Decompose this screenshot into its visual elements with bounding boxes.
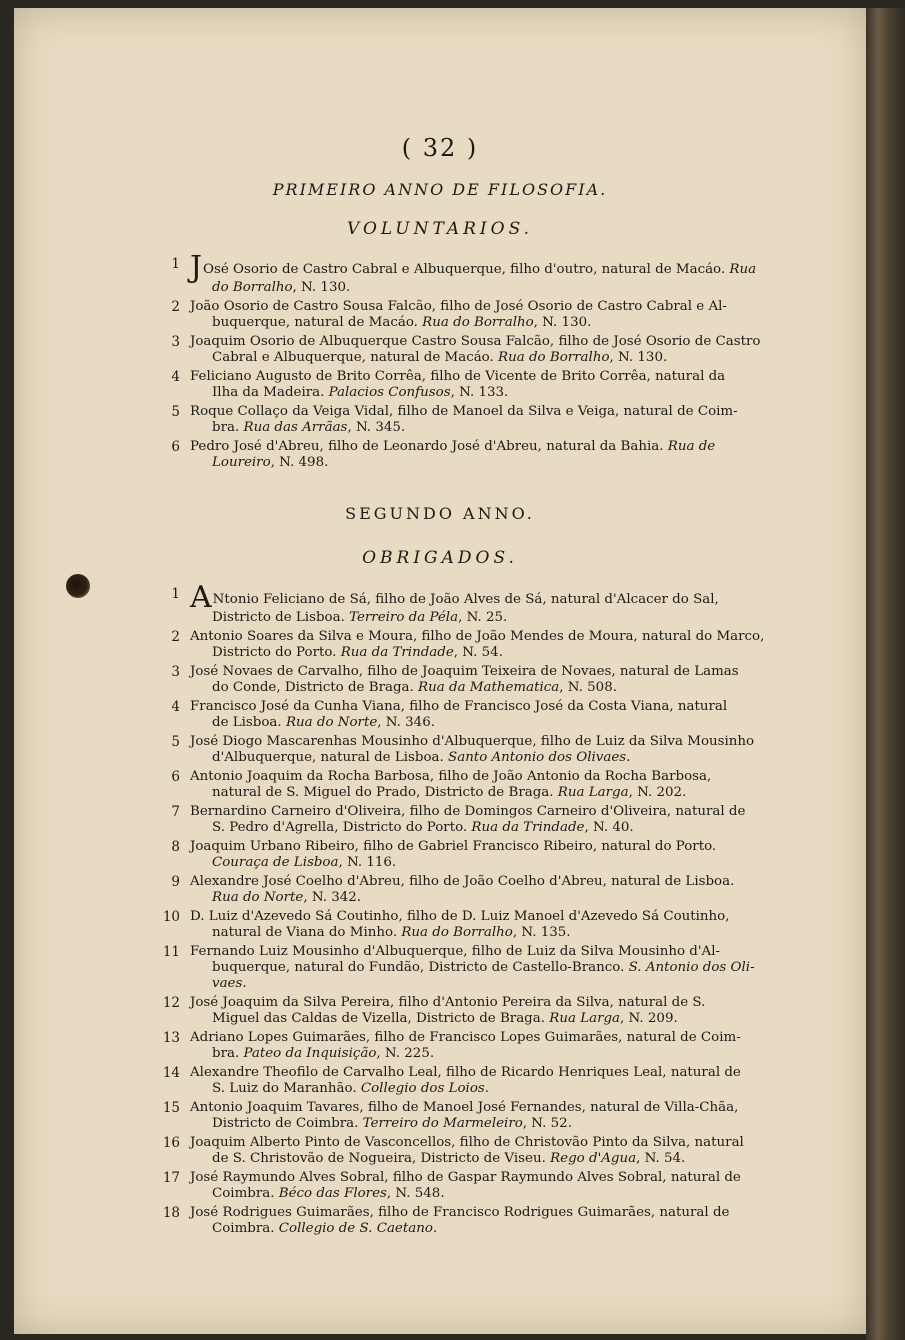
entry-detail: .: [484, 1081, 490, 1096]
entry-address: Rua do Norte: [285, 715, 378, 730]
entry-detail: Cabral e Albuquerque, natural de Macáo.: [212, 350, 499, 365]
entry-line: [190, 820, 814, 836]
entry-line: [190, 1011, 814, 1027]
entry-line: [190, 664, 739, 679]
entry-name: José Novaes de Carvalho, filho de Joaquim Teixeira de Novaes, natural de Lamas: [190, 664, 739, 679]
entry-text: [190, 250, 814, 296]
entry-address: Rua da Trindade: [340, 645, 454, 660]
list-item: [14, 804, 814, 836]
entry-detail: , N. 133.: [450, 385, 509, 400]
entry-line: [190, 280, 814, 296]
entry-line: [190, 839, 716, 854]
entry-address: Rua do Norte: [212, 890, 304, 905]
entry-address: Palacios Confusos: [328, 385, 451, 400]
entry-text: [190, 1135, 814, 1167]
entry-number: 10: [162, 909, 180, 925]
entry-text: [190, 769, 814, 801]
entry-line: [190, 715, 814, 731]
entry-detail: , N. 548.: [386, 1186, 445, 1201]
entry-address: do Borralho: [212, 280, 293, 295]
entry-address: Collegio de S. Caetano: [278, 1221, 433, 1236]
entry-text: [190, 909, 814, 941]
entry-text: [190, 664, 814, 696]
entry-name: Fernando Luiz Mousinho d'Albuquerque, filho de Luiz da Silva Mousinho d'Al-: [190, 944, 721, 959]
list-item: [14, 944, 814, 992]
entry-name: Bernardino Carneiro d'Oliveira, filho de Domingos Carneiro d'Oliveira, natural de: [190, 804, 746, 819]
entry-number: 4: [171, 699, 180, 715]
entry-name: Alexandre José Coelho d'Abreu, filho de João Coelho d'Abreu, natural de Lisboa.: [190, 874, 735, 889]
entry-text: [190, 1065, 814, 1097]
list-item: [14, 839, 814, 871]
entry-text: [190, 944, 814, 992]
entry-detail: , N. 508.: [559, 680, 617, 695]
heading-voluntarios: VOLUNTARIOS.: [346, 219, 534, 239]
entry-detail: Districto do Porto.: [212, 645, 341, 660]
entry-address: Rua do Borralho: [498, 350, 610, 365]
entry-line: [190, 1116, 814, 1132]
list-item: [14, 439, 814, 471]
list-item: [14, 369, 814, 401]
list-item: [14, 909, 814, 941]
entry-line: [190, 750, 814, 766]
drop-cap: A: [190, 580, 212, 615]
entry-address: Couraça de Lisboa: [212, 855, 339, 870]
list-item: [14, 404, 814, 436]
entry-text: [190, 839, 814, 871]
entry-line: [190, 645, 814, 661]
entry-text: [190, 580, 814, 626]
entry-line: [190, 909, 730, 924]
entry-number: 4: [171, 369, 180, 385]
entry-number: 11: [162, 944, 180, 960]
list-item: [14, 1170, 814, 1202]
list-item: [14, 1100, 814, 1132]
list-item: [14, 664, 814, 696]
entry-number: 16: [162, 1135, 180, 1151]
entry-line: [190, 439, 715, 454]
entry-detail: , N. 130.: [609, 350, 668, 365]
list-item: [14, 699, 814, 731]
entry-number: 1: [171, 586, 180, 602]
entry-text: [190, 404, 814, 436]
entry-detail: , N. 209.: [620, 1011, 678, 1026]
entry-number: 14: [162, 1065, 180, 1081]
entry-name: Antonio Soares da Silva e Moura, filho de João Mendes de Moura, natural do Marco,: [190, 629, 765, 644]
entry-line: [190, 250, 757, 285]
entry-text: [190, 699, 814, 731]
entry-address: Béco das Flores: [278, 1186, 387, 1201]
list-item: [14, 1065, 814, 1097]
entry-name: José Joaquim da Silva Pereira, filho d'Antonio Pereira da Silva, natural de S.: [190, 995, 706, 1010]
entry-detail: S. Luiz do Maranhão.: [212, 1081, 361, 1096]
heading-segundo-anno: SEGUNDO ANNO.: [345, 504, 535, 523]
entry-address: Santo Antonio dos Olivaes: [448, 750, 627, 765]
entry-detail: buquerque, natural de Macáo.: [212, 315, 423, 330]
entry-number: 7: [171, 804, 180, 820]
voluntarios-list: [14, 250, 814, 474]
list-item: [14, 995, 814, 1027]
entry-name: Joaquim Urbano Ribeiro, filho de Gabriel Francisco Ribeiro, natural do Porto.: [190, 839, 717, 854]
entry-detail: natural de S. Miguel do Prado, Districto de Braga.: [212, 785, 558, 800]
entry-address: Rua Larga: [557, 785, 629, 800]
entry-line: [190, 299, 727, 314]
list-item: [14, 629, 814, 661]
entry-line: [190, 1205, 729, 1220]
entry-name: Roque Collaço da Veiga Vidal, filho de Manoel da Silva e Veiga, natural de Coim-: [190, 404, 738, 419]
entry-line: [190, 734, 754, 749]
entry-number: 13: [162, 1030, 180, 1046]
entry-detail: , N. 498.: [270, 455, 329, 470]
entry-name: Joaquim Osorio de Albuquerque Castro Sousa Falcão, filho de José Osorio de Castro: [190, 334, 761, 349]
entry-address: Rua: [729, 262, 757, 277]
entry-name: João Osorio de Castro Sousa Falcão, filho de José Osorio de Castro Cabral e Al-: [190, 299, 727, 314]
entry-detail: , N. 130.: [292, 280, 351, 295]
list-item: [14, 580, 814, 626]
entry-line: [190, 960, 814, 976]
entry-line: [190, 1065, 741, 1080]
entry-detail: , N. 342.: [303, 890, 362, 905]
entry-number: 6: [171, 769, 180, 785]
entry-detail: , N. 345.: [347, 420, 406, 435]
entry-detail: de S. Christovão de Nogueira, Districto de Viseu.: [212, 1151, 551, 1166]
entry-line: [190, 785, 814, 801]
entry-line: [190, 1081, 814, 1097]
entry-detail: buquerque, natural do Fundão, Districto de Castello-Branco.: [212, 960, 629, 975]
entry-detail: , N. 54.: [636, 1151, 686, 1166]
entry-address: Rua das Arrãas: [243, 420, 348, 435]
book-page: [14, 8, 866, 1334]
entry-address: Rego d'Agua: [550, 1151, 637, 1166]
entry-number: 2: [171, 629, 180, 645]
entry-text: [190, 439, 814, 471]
entry-line: [190, 890, 814, 906]
entry-line: [190, 580, 719, 615]
list-item: [14, 1030, 814, 1062]
entry-line: [190, 369, 725, 384]
entry-address: vaes.: [212, 976, 247, 991]
entry-detail: do Conde, Districto de Braga.: [212, 680, 419, 695]
entry-detail: bra.: [212, 1046, 244, 1061]
entry-detail: , N. 225.: [376, 1046, 435, 1061]
entry-name: Alexandre Theofilo de Carvalho Leal, filho de Ricardo Henriques Leal, natural de: [190, 1065, 741, 1080]
entry-detail: natural de Viana do Minho.: [212, 925, 402, 940]
entry-line: [190, 680, 814, 696]
entry-text: [190, 629, 814, 661]
entry-detail: de Lisboa.: [212, 715, 286, 730]
drop-cap: J: [190, 250, 203, 285]
entry-detail: , N. 130.: [533, 315, 592, 330]
entry-detail: .: [626, 750, 631, 765]
entry-line: [190, 1221, 814, 1237]
heading-obrigados: OBRIGADOS.: [362, 548, 518, 568]
entry-text: [190, 874, 814, 906]
entry-line: [190, 1100, 738, 1115]
entry-name: José Diogo Mascarenhas Mousinho d'Albuquerque, filho de Luiz da Silva Mousinho: [190, 734, 755, 749]
entry-address: S. Antonio dos Oli-: [628, 960, 755, 975]
entry-number: 15: [162, 1100, 180, 1116]
list-item: [14, 299, 814, 331]
entry-line: [190, 1170, 741, 1185]
entry-detail: Miguel das Caldas de Vizella, Districto de Braga.: [212, 1011, 550, 1026]
entry-name: Joaquim Alberto Pinto de Vasconcellos, filho de Christovão Pinto da Silva, natural: [190, 1135, 744, 1150]
entry-line: [190, 855, 814, 871]
list-item: [14, 250, 814, 296]
entry-line: [190, 699, 727, 714]
entry-text: [190, 1205, 814, 1237]
entry-name: José Raymundo Alves Sobral, filho de Gaspar Raymundo Alves Sobral, natural de: [190, 1170, 741, 1185]
entry-text: [190, 1100, 814, 1132]
entry-detail: S. Pedro d'Agrella, Districto do Porto.: [212, 820, 472, 835]
obrigados-list: [14, 580, 814, 1240]
entry-address: Rua da Mathematica: [418, 680, 560, 695]
entry-detail: , N. 40.: [584, 820, 634, 835]
entry-name: Francisco José da Cunha Viana, filho de Francisco José da Costa Viana, natural: [190, 699, 728, 714]
entry-text: [190, 995, 814, 1027]
entry-text: [190, 1170, 814, 1202]
entry-number: 5: [171, 734, 180, 750]
entry-name: Ntonio Feliciano de Sá, filho de João Alves de Sá, natural d'Alcacer do Sal,: [212, 592, 719, 607]
entry-number: 9: [171, 874, 180, 890]
entry-text: [190, 299, 814, 331]
heading-primeiro-anno: PRIMEIRO ANNO DE FILOSOFIA.: [272, 180, 608, 199]
entry-text: [190, 369, 814, 401]
entry-text: [190, 734, 814, 766]
entry-name: Pedro José d'Abreu, filho de Leonardo José d'Abreu, natural da Bahia.: [190, 439, 664, 454]
entry-line: [190, 610, 814, 626]
entry-detail: , N. 52.: [522, 1116, 572, 1131]
entry-line: [190, 420, 814, 436]
entry-address: Rua do Borralho: [422, 315, 534, 330]
entry-line: [190, 804, 745, 819]
entry-text: [190, 334, 814, 366]
page-number: ( 32 ): [401, 134, 479, 162]
entry-line: [190, 350, 814, 366]
entry-line: [190, 925, 814, 941]
entry-name: Feliciano Augusto de Brito Corrêa, filho de Vicente de Brito Corrêa, natural da: [190, 369, 726, 384]
entry-line: [190, 629, 764, 644]
entry-line: [190, 315, 814, 331]
entry-address: Rua da Trindade: [471, 820, 585, 835]
entry-address: Terreiro do Marmeleiro: [362, 1116, 523, 1131]
entry-number: 3: [171, 334, 180, 350]
entry-detail: , N. 346.: [377, 715, 435, 730]
list-item: [14, 1205, 814, 1237]
entry-detail: , N. 202.: [628, 785, 687, 800]
entry-line: [190, 334, 760, 349]
entry-detail: Ilha da Madeira.: [212, 385, 329, 400]
entry-detail: , N. 135.: [512, 925, 571, 940]
entry-detail: , N. 54.: [453, 645, 503, 660]
entry-name: José Rodrigues Guimarães, filho de Francisco Rodrigues Guimarães, natural de: [190, 1205, 730, 1220]
entry-address: Rua do Borralho: [401, 925, 513, 940]
entry-name: Osé Osorio de Castro Cabral e Albuquerque, filho d'outro, natural de Macáo.: [203, 262, 726, 277]
entry-number: 3: [171, 664, 180, 680]
entry-line: [190, 874, 734, 889]
entry-detail: Coimbra.: [212, 1221, 279, 1236]
entry-address: Loureiro: [212, 455, 271, 470]
entry-number: 12: [162, 995, 180, 1011]
entry-line: [190, 995, 705, 1010]
entry-detail: Districto de Coimbra.: [212, 1116, 363, 1131]
entry-detail: , N. 116.: [338, 855, 397, 870]
entry-line: [190, 976, 814, 992]
list-item: [14, 769, 814, 801]
entry-number: 8: [171, 839, 180, 855]
entry-text: [190, 1030, 814, 1062]
list-item: [14, 734, 814, 766]
book-spine-edge: [866, 8, 905, 1340]
entry-address: Terreiro da Péla: [349, 610, 459, 625]
entry-address: Rua Larga: [549, 1011, 621, 1026]
entry-name: Antonio Joaquim Tavares, filho de Manoel José Fernandes, natural de Villa-Chãa,: [190, 1100, 739, 1115]
entry-number: 6: [171, 439, 180, 455]
entry-number: 2: [171, 299, 180, 315]
entry-line: [190, 1135, 744, 1150]
entry-address: Rua de: [667, 439, 716, 454]
entry-line: [190, 769, 711, 784]
entry-name: Antonio Joaquim da Rocha Barbosa, filho de João Antonio da Rocha Barbosa,: [190, 769, 712, 784]
entry-line: [190, 1151, 814, 1167]
entry-number: 5: [171, 404, 180, 420]
entry-address: Collegio dos Loios: [360, 1081, 485, 1096]
entry-detail: , N. 25.: [458, 610, 508, 625]
entry-line: [190, 404, 738, 419]
entry-number: 1: [171, 256, 180, 272]
entry-line: [190, 455, 814, 471]
entry-number: 18: [162, 1205, 180, 1221]
entry-detail: bra.: [212, 420, 244, 435]
entry-line: [190, 1030, 741, 1045]
entry-line: [190, 1186, 814, 1202]
entry-detail: d'Albuquerque, natural de Lisboa.: [212, 750, 449, 765]
entry-name: D. Luiz d'Azevedo Sá Coutinho, filho de D. Luiz Manoel d'Azevedo Sá Coutinho,: [190, 909, 730, 924]
entry-text: [190, 804, 814, 836]
list-item: [14, 1135, 814, 1167]
list-item: [14, 334, 814, 366]
entry-detail: .: [432, 1221, 438, 1236]
entry-line: [190, 385, 814, 401]
entry-line: [190, 1046, 814, 1062]
entry-detail: Coimbra.: [212, 1186, 279, 1201]
entry-line: [190, 944, 720, 959]
entry-name: Adriano Lopes Guimarães, filho de Francisco Lopes Guimarães, natural de Coim-: [190, 1030, 741, 1045]
entry-address: Pateo da Inquisição: [243, 1046, 377, 1061]
list-item: [14, 874, 814, 906]
entry-detail: Districto de Lisboa.: [212, 610, 350, 625]
entry-number: 17: [162, 1170, 180, 1186]
